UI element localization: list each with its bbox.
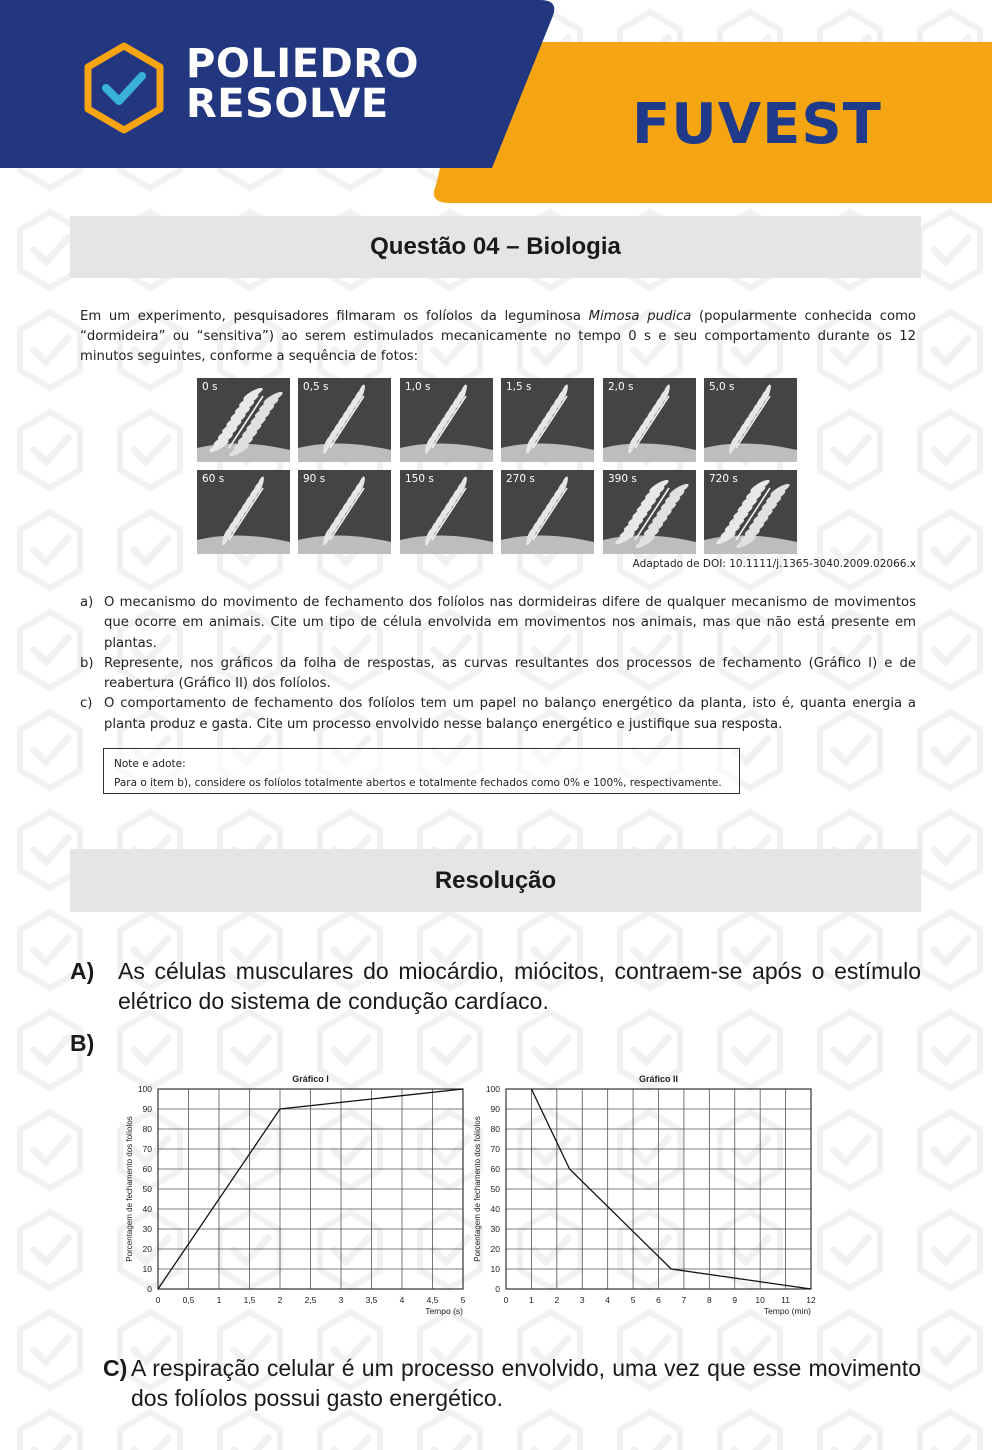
exam-name: FUVEST <box>632 92 882 157</box>
item-marker: a) <box>80 595 94 610</box>
photo-time-label: 0 s <box>202 381 218 393</box>
y-tick-label: 20 <box>142 1244 152 1254</box>
y-tick-label: 20 <box>490 1244 500 1254</box>
question-item-b <box>80 654 916 695</box>
x-tick-label: 0,5 <box>182 1295 195 1305</box>
note-title: Note e adote: <box>114 758 186 770</box>
answer-a-marker: A) <box>70 958 95 984</box>
chart-title: Gráfico I <box>292 1074 329 1084</box>
intro-text-1: Em um experimento, pesquisadores filmaram os folíolos da leguminosa <box>80 309 589 324</box>
x-tick-label: 5 <box>630 1295 636 1305</box>
photo-time-label: 2,0 s <box>608 381 634 393</box>
leaflet-photo <box>704 378 797 462</box>
answer-b-marker: B) <box>70 1030 95 1056</box>
y-tick-label: 30 <box>142 1224 152 1234</box>
note-text: Para o item b), considere os folíolos totalmente abertos e totalmente fechados como 0% e 100%, respectivamente. <box>114 777 722 789</box>
x-tick-label: 3 <box>338 1295 344 1305</box>
photo-time-label: 720 s <box>709 473 738 485</box>
x-tick-label: 8 <box>706 1295 712 1305</box>
photo-time-label: 60 s <box>202 473 225 485</box>
y-tick-label: 50 <box>490 1184 500 1194</box>
poliedro-logo-icon <box>78 40 170 136</box>
answer-c-text: A respiração celular é um processo envolvido, uma vez que esse movimento dos folíolos possui gasto energético. <box>131 1355 921 1411</box>
y-tick-label: 0 <box>147 1284 152 1294</box>
photo-time-label: 5,0 s <box>709 381 735 393</box>
y-tick-label: 60 <box>490 1164 500 1174</box>
y-tick-label: 30 <box>490 1224 500 1234</box>
x-tick-label: 11 <box>781 1295 790 1305</box>
x-tick-label: 5 <box>460 1295 466 1305</box>
x-tick-label: 3 <box>579 1295 585 1305</box>
y-tick-label: 70 <box>142 1144 152 1154</box>
x-tick-label: 6 <box>656 1295 661 1305</box>
x-tick-label: 1 <box>216 1295 222 1305</box>
y-tick-label: 90 <box>142 1104 152 1114</box>
x-tick-label: 2 <box>554 1295 560 1305</box>
item-text: Represente, nos gráficos da folha de respostas, as curvas resultantes dos processos de fechamento (Gráfico I) e de reabertura (Gráfico II) dos folíolos. <box>104 655 916 692</box>
leaflet-photo <box>400 378 493 462</box>
photo-time-label: 90 s <box>303 473 326 485</box>
y-tick-label: 10 <box>490 1264 500 1274</box>
leaflet-photo <box>603 378 696 462</box>
chart-title: Gráfico II <box>638 1074 679 1084</box>
answer-c-marker: C) <box>103 1355 128 1381</box>
photo-time-label: 150 s <box>405 473 434 485</box>
y-tick-label: 0 <box>495 1284 500 1294</box>
x-tick-label: 2 <box>277 1295 283 1305</box>
y-tick-label: 100 <box>137 1084 152 1094</box>
note-box <box>103 748 740 794</box>
y-tick-label: 40 <box>142 1204 152 1214</box>
x-tick-label: 2,5 <box>304 1295 317 1305</box>
item-text: O mecanismo do movimento de fechamento dos folíolos nas dormideiras difere de qualquer mecanismo de movimentos que ocorre em animais. Cite um tipo de célula envolvida em movimentos nos animais, mas que não está presente em plantas. <box>104 595 916 651</box>
x-tick-label: 12 <box>806 1295 816 1305</box>
y-tick-label: 80 <box>142 1124 152 1134</box>
leaflet-photo <box>400 470 493 554</box>
resolution-title: Resolução <box>70 849 921 912</box>
photo-time-label: 1,0 s <box>405 381 431 393</box>
photo-sequence <box>197 378 799 556</box>
y-tick-label: 80 <box>490 1124 500 1134</box>
x-tick-label: 0 <box>155 1295 161 1305</box>
x-axis-label: Tempo (s) <box>425 1306 463 1316</box>
x-tick-label: 7 <box>681 1295 687 1305</box>
answer-a <box>70 956 921 1016</box>
item-text: O comportamento de fechamento dos folíolos tem um papel no balanço energético da planta, isto é, quanta energia a planta produz e gasta. Cite um processo envolvido nesse balanço energético e justifique sua resposta. <box>104 696 916 732</box>
x-tick-label: 4 <box>399 1295 405 1305</box>
x-axis-label: Tempo (min) <box>763 1306 811 1316</box>
photo-time-label: 390 s <box>608 473 637 485</box>
species-name: Mimosa pudica <box>588 309 692 324</box>
graph-2 <box>466 1068 826 1320</box>
photo-credit: Adaptado de DOI: 10.1111/j.1365-3040.2009.02066.x <box>632 558 916 570</box>
question-title: Questão 04 – Biologia <box>70 216 921 278</box>
brand-line1: POLIEDRO <box>186 41 420 87</box>
leaflet-photo <box>197 378 290 462</box>
y-tick-label: 70 <box>490 1144 500 1154</box>
question-items <box>80 593 916 735</box>
question-intro <box>80 307 916 367</box>
item-marker: b) <box>80 655 94 671</box>
x-tick-label: 3,5 <box>365 1295 378 1305</box>
x-tick-label: 0 <box>503 1295 509 1305</box>
leaflet-photo <box>603 470 696 554</box>
y-tick-label: 60 <box>142 1164 152 1174</box>
leaflet-photo <box>501 470 594 554</box>
x-tick-label: 4,5 <box>426 1295 439 1305</box>
y-tick-label: 90 <box>490 1104 500 1114</box>
item-marker: c) <box>80 696 93 712</box>
answer-a-text: As células musculares do miocárdio, miócitos, contraem-se após o estímulo elétrico do sistema de condução cardíaco. <box>118 958 921 1014</box>
x-tick-label: 1,5 <box>243 1295 256 1305</box>
brand-name <box>186 41 420 127</box>
leaflet-photo <box>501 378 594 462</box>
y-axis-label: Porcentagem de fechamento dos folíolos <box>473 1116 482 1262</box>
leaflet-photo <box>298 470 391 554</box>
photo-time-label: 270 s <box>506 473 535 485</box>
photo-time-label: 1,5 s <box>506 381 532 393</box>
y-tick-label: 10 <box>142 1264 152 1274</box>
answer-c <box>103 1353 921 1413</box>
y-tick-label: 50 <box>142 1184 152 1194</box>
x-tick-label: 1 <box>529 1295 534 1305</box>
x-tick-label: 10 <box>755 1295 765 1305</box>
x-tick-label: 9 <box>732 1295 738 1305</box>
question-item-a <box>80 593 916 654</box>
leaflet-photo <box>197 470 290 554</box>
question-item-c <box>80 694 916 735</box>
y-tick-label: 100 <box>485 1084 500 1094</box>
x-tick-label: 4 <box>605 1295 611 1305</box>
y-axis-label: Porcentagem de fechamento dos folíolos <box>125 1116 134 1262</box>
photo-time-label: 0,5 s <box>303 381 329 393</box>
leaflet-photo <box>704 470 797 554</box>
leaflet-photo <box>298 378 391 462</box>
brand-line2: RESOLVE <box>186 81 389 127</box>
y-tick-label: 40 <box>490 1204 500 1214</box>
graph-1 <box>118 1068 478 1320</box>
intro-text-2: (popularmente conhecida como “dormideira” ou “sensitiva”) ao serem estimulados mecanicamente no tempo 0 s e seu comportamento durante os 12 minutos seguintes, conforme a sequência de fotos: <box>80 309 916 364</box>
